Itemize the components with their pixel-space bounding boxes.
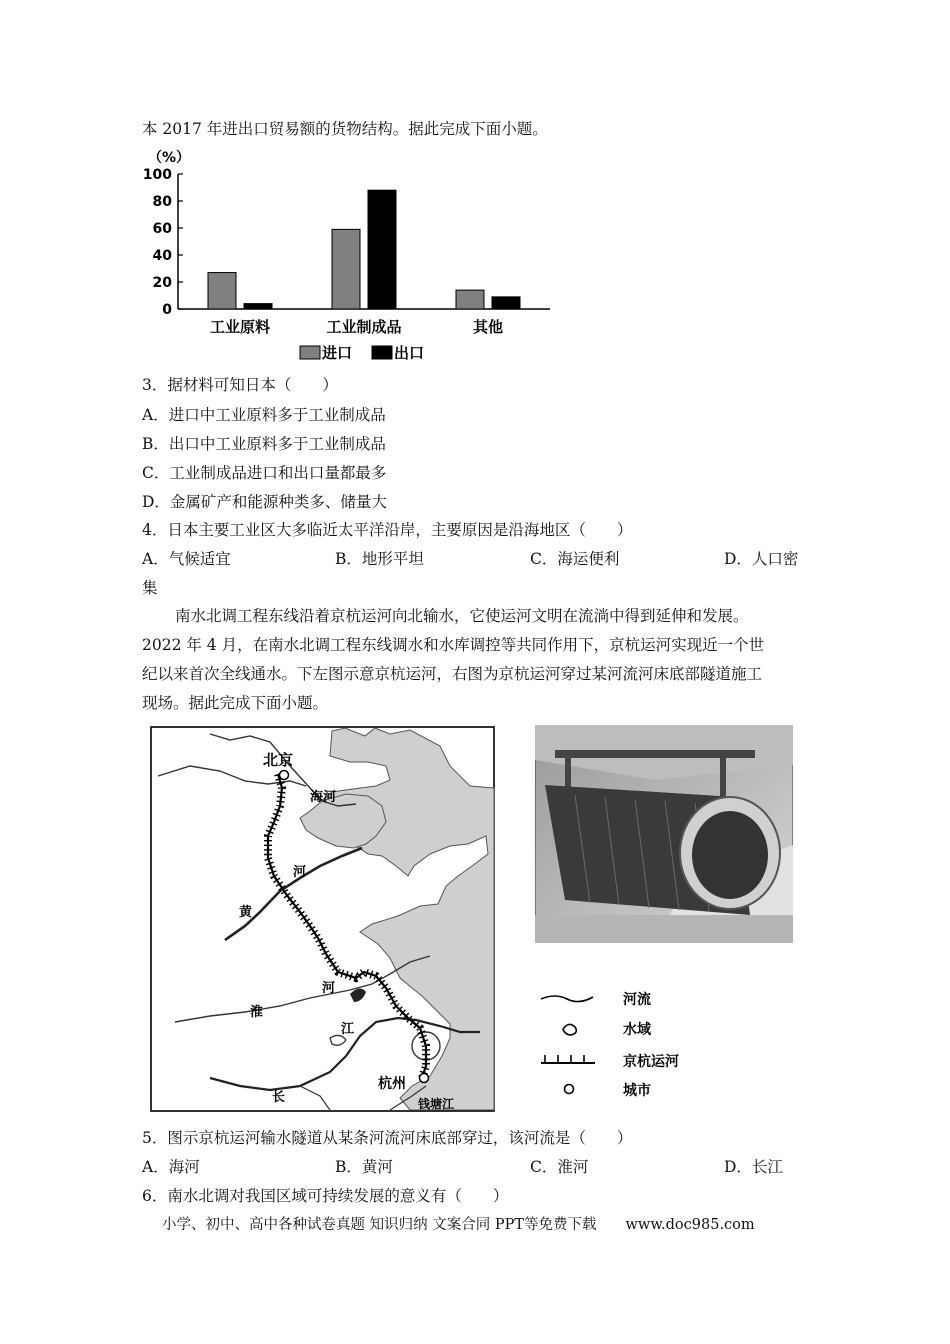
bar-import [208, 273, 236, 309]
bar-export [492, 297, 520, 309]
legend-canal-ticks [545, 1055, 584, 1063]
trade-structure-chart [140, 140, 570, 365]
y-tick-label: 100 [142, 167, 172, 183]
passage-line-4: 现场。据此完成下面小题。 [142, 694, 329, 712]
tunnel-construction-photo [535, 725, 793, 943]
label-hangzhou: 杭州 [378, 1076, 406, 1092]
q3-option-a[interactable]: A．进口中工业原料多于工业制成品 [142, 406, 386, 424]
chart-y-label: （%） [148, 150, 191, 166]
x-category-label: 其他 [472, 318, 504, 336]
q5-option-c[interactable]: C．淮河 [530, 1158, 589, 1176]
bar-export [368, 190, 396, 309]
label-jiang: 江 [341, 1022, 355, 1037]
beijing-city-marker [280, 771, 289, 780]
y-tick-label: 60 [152, 221, 172, 237]
q4-option-c[interactable]: C．海运便利 [530, 550, 620, 568]
q5-options [0, 1157, 950, 1177]
y-tick-label: 80 [152, 194, 172, 210]
passage-line-1: 南水北调工程东线沿着京杭运河向北输水，它使运河文明在流淌中得到延伸和发展。 [175, 607, 749, 625]
label-huai: 淮 [250, 1005, 264, 1020]
y-tick-label: 0 [162, 302, 172, 318]
legend-swatch-export [372, 346, 392, 359]
q3-stem: 3．据材料可知日本（ ） [142, 376, 338, 394]
q4-stem: 4．日本主要工业区大多临近太平洋沿岸，主要原因是沿海地区（ ） [142, 521, 633, 539]
label-he-2: 河 [322, 981, 336, 996]
q3-option-d[interactable]: D．金属矿产和能源种类多、储量大 [142, 493, 387, 511]
label-haihe: 海河 [310, 790, 337, 805]
y-tick-label: 20 [152, 275, 172, 291]
legend-river-symbol [541, 996, 593, 1002]
q4-options [0, 549, 950, 569]
label-chang: 长 [272, 1090, 286, 1105]
page-footer: 小学、初中、高中各种试卷真题 知识归纳 文案合同 PPT等免费下载 www.doc985.com [162, 1217, 755, 1233]
q5-option-b[interactable]: B．黄河 [335, 1158, 393, 1176]
legend-city-label: 城市 [623, 1083, 651, 1099]
q4-option-b[interactable]: B．地形平坦 [335, 550, 424, 568]
passage-line-2: 2022 年 4 月，在南水北调工程东线调水和水库调控等共同作用下，京杭运河实现近一个世 [142, 636, 765, 654]
label-qiantang: 钱塘江 [418, 1097, 455, 1111]
legend-canal-label: 京杭运河 [623, 1054, 679, 1070]
q3-option-c[interactable]: C．工业制成品进口和出口量都最多 [142, 464, 387, 482]
intro-text: 本 2017 年进出口贸易额的货物结构。据此完成下面小题。 [142, 120, 548, 138]
hangzhou-city-marker [420, 1074, 429, 1083]
y-tick-label: 40 [152, 248, 172, 264]
label-beijing: 北京 [263, 751, 294, 769]
map-legend [535, 985, 735, 1105]
grand-canal-map [150, 726, 495, 1112]
legend-city-symbol [565, 1085, 574, 1094]
label-he-1: 河 [293, 865, 307, 880]
bar-import [332, 229, 360, 309]
legend-water-symbol [563, 1024, 576, 1035]
label-huang: 黄 [239, 905, 253, 920]
legend-river-label: 河流 [623, 992, 651, 1008]
passage-line-3: 纪以来首次全线通水。下左图示意京杭运河，右图为京杭运河穿过某河流河床底部隧道施工 [142, 665, 763, 683]
legend-water-label: 水域 [623, 1022, 651, 1038]
q3-option-b[interactable]: B．出口中工业原料多于工业制成品 [142, 435, 386, 453]
legend-label-import: 进口 [322, 344, 353, 362]
q5-option-a[interactable]: A．海河 [142, 1158, 200, 1176]
x-category-label: 工业原料 [209, 318, 271, 336]
q4-option-d[interactable]: D．人口密 [724, 550, 799, 568]
legend-label-export: 出口 [394, 344, 425, 362]
x-category-label: 工业制成品 [326, 318, 402, 336]
q5-stem: 5．图示京杭运河输水隧道从某条河流河床底部穿过，该河流是（ ） [142, 1129, 633, 1147]
q4-option-d-continued: 集 [142, 579, 158, 597]
legend-swatch-import [300, 346, 320, 359]
bar-import [456, 290, 484, 309]
q5-option-d[interactable]: D．长江 [724, 1158, 783, 1176]
q4-option-a[interactable]: A．气候适宜 [142, 550, 231, 568]
q6-stem: 6．南水北调对我国区域可持续发展的意义有（ ） [142, 1187, 509, 1205]
bar-export [244, 304, 272, 309]
